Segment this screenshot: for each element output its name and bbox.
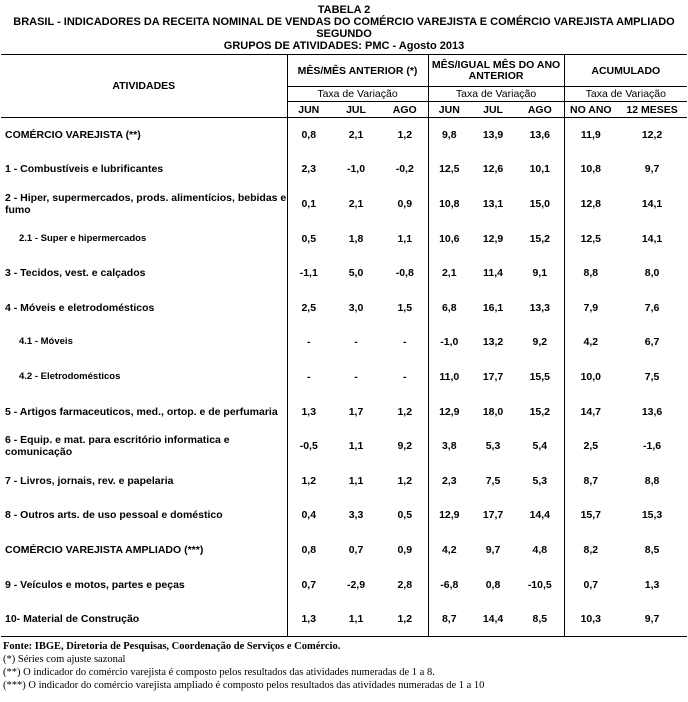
value-cell: 0,7 [287, 567, 330, 602]
value-cell: 9,7 [485, 543, 501, 556]
table-row [1, 187, 687, 222]
value-cell: 8,0 [644, 267, 660, 280]
value-cell: 8,5 [532, 612, 548, 625]
table-row [1, 533, 687, 568]
header-atividades: ATIVIDADES [1, 55, 287, 118]
value-cell: 1,3 [287, 602, 330, 637]
table-row [1, 498, 687, 533]
value-cell: 0,9 [397, 197, 413, 210]
value-cell: 5,3 [532, 474, 548, 487]
value-cell: 7,5 [485, 474, 501, 487]
value-cell: -0,2 [395, 163, 414, 176]
activity-label: 10- Material de Construção [5, 612, 140, 625]
header-group-acumulado: ACUMULADO [564, 55, 687, 87]
activity-label: 8 - Outros arts. de uso pessoal e doméstico [5, 509, 223, 522]
value-cell: - [403, 336, 407, 349]
value-cell: 17,7 [482, 370, 504, 383]
value-cell: 7,6 [644, 301, 660, 314]
value-cell: 15,5 [529, 370, 550, 383]
value-cell: 12,5 [428, 152, 470, 187]
value-cell: 1,8 [348, 232, 364, 245]
value-cell: 11,0 [428, 360, 470, 395]
value-cell: -1,6 [643, 440, 662, 453]
value-cell: 14,1 [641, 232, 663, 245]
activity-label: 7 - Livros, jornais, rev. e papelaria [5, 474, 174, 487]
value-cell: 1,1 [348, 612, 364, 625]
value-cell: 2,5 [287, 290, 330, 325]
header-taxa-3: Taxa de Variação [564, 87, 687, 102]
table-row [1, 602, 687, 637]
value-cell: 12,9 [428, 498, 470, 533]
value-cell: 8,8 [564, 256, 617, 291]
activity-label: 9 - Veículos e motos, partes e peças [5, 578, 185, 591]
value-cell: 15,2 [529, 405, 550, 418]
value-cell: 0,8 [485, 578, 501, 591]
value-cell: 5,4 [532, 440, 548, 453]
value-cell: -0,8 [395, 267, 414, 280]
value-cell: 2,5 [564, 429, 617, 464]
indicators-table [1, 54, 687, 637]
activity-label: 4 - Móveis e eletrodomésticos [5, 301, 155, 314]
value-cell: 11,4 [483, 267, 503, 280]
value-cell: 9,7 [644, 612, 660, 625]
value-cell: -1,1 [287, 256, 330, 291]
header-group-igual-mes: MÊS/IGUAL MÊS DO ANO ANTERIOR [428, 55, 564, 87]
value-cell: 4,2 [564, 325, 617, 360]
value-cell: 6,7 [644, 336, 660, 349]
value-cell: 3,0 [348, 301, 364, 314]
table-row [1, 429, 687, 464]
value-cell: 12,5 [564, 221, 617, 256]
activity-label: 4.2 - Eletrodomésticos [19, 370, 121, 382]
footnote-1: (*) Séries com ajuste sazonal [3, 653, 126, 665]
col-header: 12 MESES [626, 103, 678, 116]
table-row [1, 118, 687, 153]
activity-label: 6 - Equip. e mat. para escritório informatica e comunicação [5, 434, 230, 459]
value-cell: 4,2 [428, 533, 470, 568]
value-cell: 3,3 [348, 509, 364, 522]
value-cell: 13,6 [641, 405, 663, 418]
activity-label: 3 - Tecidos, vest. e calçados [5, 267, 146, 280]
value-cell: 16,1 [482, 301, 504, 314]
table-row [1, 152, 687, 187]
value-cell: 14,4 [529, 509, 550, 522]
value-cell: - [287, 360, 330, 395]
value-cell: 14,4 [482, 612, 504, 625]
value-cell: 4,8 [532, 543, 548, 556]
activity-label: 1 - Combustíveis e lubrificantes [5, 163, 164, 176]
col-header: JUL [483, 103, 503, 116]
header-group-mes-anterior: MÊS/MÊS ANTERIOR (*) [287, 55, 428, 87]
value-cell: 1,1 [348, 440, 364, 453]
col-header: NO ANO [564, 102, 617, 118]
value-cell: 1,2 [397, 474, 413, 487]
value-cell: 18,0 [482, 405, 504, 418]
value-cell: 10,8 [428, 187, 470, 222]
table-row [1, 256, 687, 291]
table-row [1, 325, 687, 360]
value-cell: 2,3 [287, 152, 330, 187]
value-cell: 1,3 [287, 394, 330, 429]
value-cell: - [354, 336, 358, 349]
value-cell: 9,1 [532, 267, 548, 280]
col-header: JUN [287, 102, 330, 118]
source-note: Fonte: IBGE, Diretoria de Pesquisas, Coordenação de Serviços e Comércio. [3, 640, 341, 652]
header-taxa-2: Taxa de Variação [428, 87, 564, 102]
value-cell: 12,8 [564, 187, 617, 222]
table-title-line1: BRASIL - INDICADORES DA RECEITA NOMINAL DE VENDAS DO COMÉRCIO VAREJISTA E COMÉRCIO VAREJISTA AMPLIADO SEGUNDO [13, 16, 675, 40]
value-cell: 14,1 [641, 197, 663, 210]
value-cell: 1,2 [397, 612, 413, 625]
value-cell: 8,7 [564, 463, 617, 498]
value-cell: 13,1 [482, 197, 504, 210]
value-cell: 0,9 [397, 543, 413, 556]
activity-label: 4.1 - Móveis [19, 336, 73, 348]
table-row [1, 567, 687, 602]
value-cell: 2,3 [428, 463, 470, 498]
col-header: AGO [392, 103, 417, 116]
footnote-2: (**) O indicador do comércio varejista é composto pelos resultados das atividades numeradas de 1 a 8. [3, 666, 435, 678]
value-cell: 0,1 [287, 187, 330, 222]
table-row [1, 463, 687, 498]
table-footer [0, 640, 688, 692]
value-cell: 12,9 [482, 232, 504, 245]
value-cell: -10,5 [527, 578, 552, 591]
value-cell: 10,8 [564, 152, 617, 187]
value-cell: 1,2 [287, 463, 330, 498]
table-number: TABELA 2 [317, 4, 371, 16]
value-cell: 7,9 [564, 290, 617, 325]
value-cell: 9,2 [397, 440, 413, 453]
value-cell: 17,7 [482, 509, 504, 522]
activity-label: 5 - Artigos farmaceuticos, med., ortop. e de perfumaria [5, 405, 278, 418]
value-cell: 9,7 [644, 163, 660, 176]
col-header: JUL [346, 103, 366, 116]
value-cell: 13,3 [529, 301, 550, 314]
value-cell: 5,3 [485, 440, 501, 453]
activity-label: 2.1 - Super e hipermercados [19, 232, 147, 244]
value-cell: 14,7 [564, 394, 617, 429]
value-cell: - [403, 370, 407, 383]
value-cell: -1,0 [428, 325, 470, 360]
value-cell: 10,0 [564, 360, 617, 395]
table-row [1, 221, 687, 256]
value-cell: 2,1 [348, 197, 364, 210]
value-cell: 9,2 [532, 336, 548, 349]
table-title-line2: GRUPOS DE ATIVIDADES: PMC - Agosto 2013 [223, 40, 465, 52]
value-cell: 0,7 [348, 543, 364, 556]
value-cell: -6,8 [428, 567, 470, 602]
value-cell: 0,8 [287, 118, 330, 153]
value-cell: -2,9 [346, 578, 366, 591]
value-cell: 13,6 [529, 129, 550, 142]
activity-label: 2 - Hiper, supermercados, prods. alimentícios, bebidas e fumo [5, 191, 287, 216]
table-row [1, 290, 687, 325]
value-cell: - [354, 370, 358, 383]
value-cell: 5,0 [348, 267, 364, 280]
activity-label: COMÉRCIO VAREJISTA (**) [5, 129, 141, 142]
value-cell: 1,5 [397, 301, 413, 314]
col-header: JUN [428, 102, 470, 118]
activity-label: COMÉRCIO VAREJISTA AMPLIADO (***) [5, 543, 204, 556]
value-cell: 0,5 [287, 221, 330, 256]
value-cell: 1,2 [397, 405, 413, 418]
col-header: AGO [527, 103, 552, 116]
table-row [1, 394, 687, 429]
footnote-3: (***) O indicador do comércio varejista ampliado é composto pelos resultados das atividades numeradas de 1 a 10 [3, 679, 485, 691]
value-cell: 15,3 [641, 509, 663, 522]
table-title [0, 0, 688, 52]
value-cell: 0,5 [397, 509, 413, 522]
value-cell: 15,0 [529, 197, 550, 210]
value-cell: 8,8 [644, 474, 660, 487]
value-cell: 8,5 [644, 543, 660, 556]
value-cell: 0,8 [287, 533, 330, 568]
value-cell: 1,2 [397, 129, 413, 142]
value-cell: 0,7 [564, 567, 617, 602]
value-cell: 1,1 [348, 474, 364, 487]
value-cell: 3,8 [428, 429, 470, 464]
value-cell: 1,1 [397, 232, 413, 245]
value-cell: 2,8 [397, 578, 413, 591]
value-cell: 0,4 [287, 498, 330, 533]
value-cell: 7,5 [644, 370, 660, 383]
value-cell: 2,1 [348, 129, 364, 142]
value-cell: 12,9 [428, 394, 470, 429]
value-cell: -1,0 [346, 163, 366, 176]
value-cell: 9,8 [428, 118, 470, 153]
value-cell: 10,6 [428, 221, 470, 256]
value-cell: 15,7 [564, 498, 617, 533]
value-cell: 10,1 [529, 163, 550, 176]
value-cell: 1,7 [348, 405, 364, 418]
value-cell: 13,2 [482, 336, 504, 349]
value-cell: 1,3 [644, 578, 660, 591]
value-cell: 8,2 [564, 533, 617, 568]
value-cell: 11,9 [564, 118, 617, 153]
value-cell: 12,2 [641, 129, 663, 142]
value-cell: 8,7 [428, 602, 470, 637]
value-cell: 15,2 [529, 232, 550, 245]
value-cell: 6,8 [428, 290, 470, 325]
value-cell: -0,5 [287, 429, 330, 464]
value-cell: 10,3 [564, 602, 617, 637]
value-cell: - [287, 325, 330, 360]
header-taxa-1: Taxa de Variação [287, 87, 428, 102]
value-cell: 2,1 [428, 256, 470, 291]
value-cell: 13,9 [482, 129, 504, 142]
table-row [1, 360, 687, 395]
value-cell: 12,6 [482, 163, 504, 176]
